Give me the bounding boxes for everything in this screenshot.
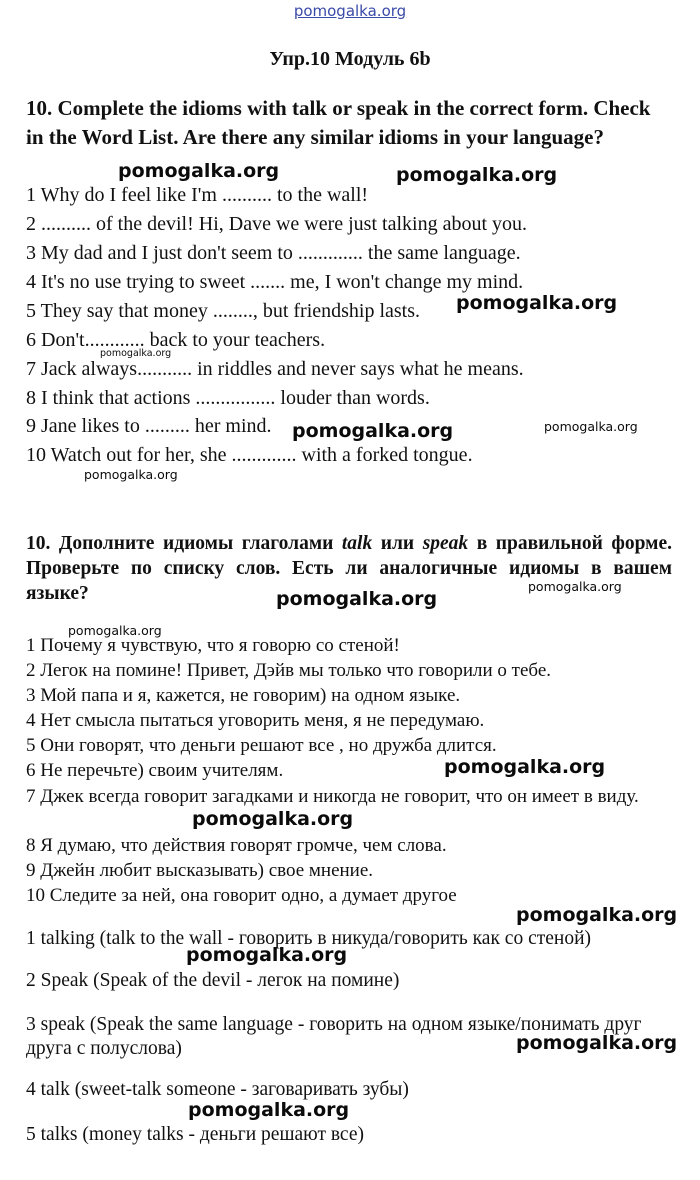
translation-item-ru: 3 Мой папа и я, кажется, не говорим) на одном языке.	[26, 685, 461, 706]
translation-item-ru: 6 Не перечьте) своим учителям.	[26, 760, 284, 781]
exercise-item-en: 1 Why do I feel like I'm .......... to the wall!	[26, 184, 369, 206]
task-heading-ru-talk: talk	[341, 533, 373, 554]
exercise-item-en: 8 I think that actions ................ louder than words.	[26, 387, 430, 409]
watermark: pomogalka.org	[68, 623, 162, 638]
answer-item: 5 talks (money talks - деньги решают все)	[26, 1124, 364, 1145]
exercise-item-en: 6 Don't............ back to your teachers.	[26, 329, 326, 351]
task-heading-ru-part: или	[372, 533, 423, 554]
watermark: pomogalka.org	[84, 467, 178, 482]
translation-item-ru: 5 Они говорят, что деньги решают все , но дружба длится.	[26, 735, 497, 756]
answer-item: 1 talking (talk to the wall - говорить в никуда/говорить как со стеной)	[26, 928, 592, 949]
exercise-item-en: 9 Jane likes to ......... her mind.	[26, 415, 272, 437]
watermark: pomogalka.org	[528, 579, 622, 594]
exercise-item-en: 5 They say that money ........, but friendship lasts.	[26, 300, 421, 322]
watermark: pomogalka.org	[516, 904, 678, 926]
answer-item: 3 speak (Speak the same language - говорить на одном языке/понимать друг друга с полуслова)	[26, 1014, 642, 1059]
translation-item-ru: 1 Почему я чувствую, что я говорю со стеной!	[26, 635, 400, 656]
watermark: pomogalka.org	[192, 808, 354, 830]
translation-item-ru: 9 Джейн любит высказывать) свое мнение.	[26, 860, 374, 881]
watermark: pomogalka.org	[516, 1032, 678, 1054]
watermark: pomogalka.org	[118, 160, 280, 182]
task-heading-en: 10. Complete the idioms with talk or speak in the correct form. Check in the Word List. Are there any similar idioms in your language?	[26, 96, 651, 149]
exercise-item-en: 4 It's no use trying to sweet ....... me, I won't change my mind.	[26, 271, 524, 293]
exercise-item-en: 7 Jack always........... in riddles and never says what he means.	[26, 358, 524, 380]
watermark: pomogalka.org	[456, 292, 618, 314]
task-heading-ru-part: в правильной форме. Проверьте по списку слов. Есть ли аналогичные идиомы в вашем языке?	[26, 533, 672, 604]
task-heading-ru-part: 10. Дополните идиомы глаголами	[26, 533, 342, 554]
watermark: pomogalka.org	[292, 420, 454, 442]
watermark: pomogalka.org	[100, 348, 172, 359]
watermark: pomogalka.org	[444, 756, 606, 778]
translation-item-ru: 8 Я думаю, что действия говорят громче, чем слова.	[26, 835, 447, 856]
answer-item: 4 talk (sweet-talk someone - заговаривать зубы)	[26, 1079, 409, 1100]
watermark: pomogalka.org	[186, 944, 348, 966]
translation-item-ru: 7 Джек всегда говорит загадками и никогда не говорит, что он имеет в виду.	[26, 786, 639, 807]
answer-item: 2 Speak (Speak of the devil - легок на помине)	[26, 970, 400, 991]
watermark: pomogalka.org	[396, 164, 558, 186]
exercise-item-en: 10 Watch out for her, she ............. with a forked tongue.	[26, 444, 473, 466]
translation-item-ru: 4 Нет смысла пытаться уговорить меня, я не передумаю.	[26, 710, 485, 731]
watermark: pomogalka.org	[188, 1099, 350, 1121]
exercise-item-en: 3 My dad and I just don't seem to ............. the same language.	[26, 242, 521, 264]
watermark: pomogalka.org	[544, 419, 638, 434]
translation-item-ru: 2 Легок на помине! Привет, Дэйв мы только что говорили о тебе.	[26, 660, 552, 681]
watermark: pomogalka.org	[276, 588, 438, 610]
exercise-item-en: 2 .......... of the devil! Hi, Dave we were just talking about you.	[26, 213, 527, 235]
task-heading-ru-speak: speak	[422, 533, 469, 554]
page-title: Упр.10 Модуль 6b	[269, 48, 431, 70]
site-header-link[interactable]: pomogalka.org	[293, 2, 407, 20]
translation-item-ru: 10 Следите за ней, она говорит одно, а думает другое	[26, 885, 457, 906]
